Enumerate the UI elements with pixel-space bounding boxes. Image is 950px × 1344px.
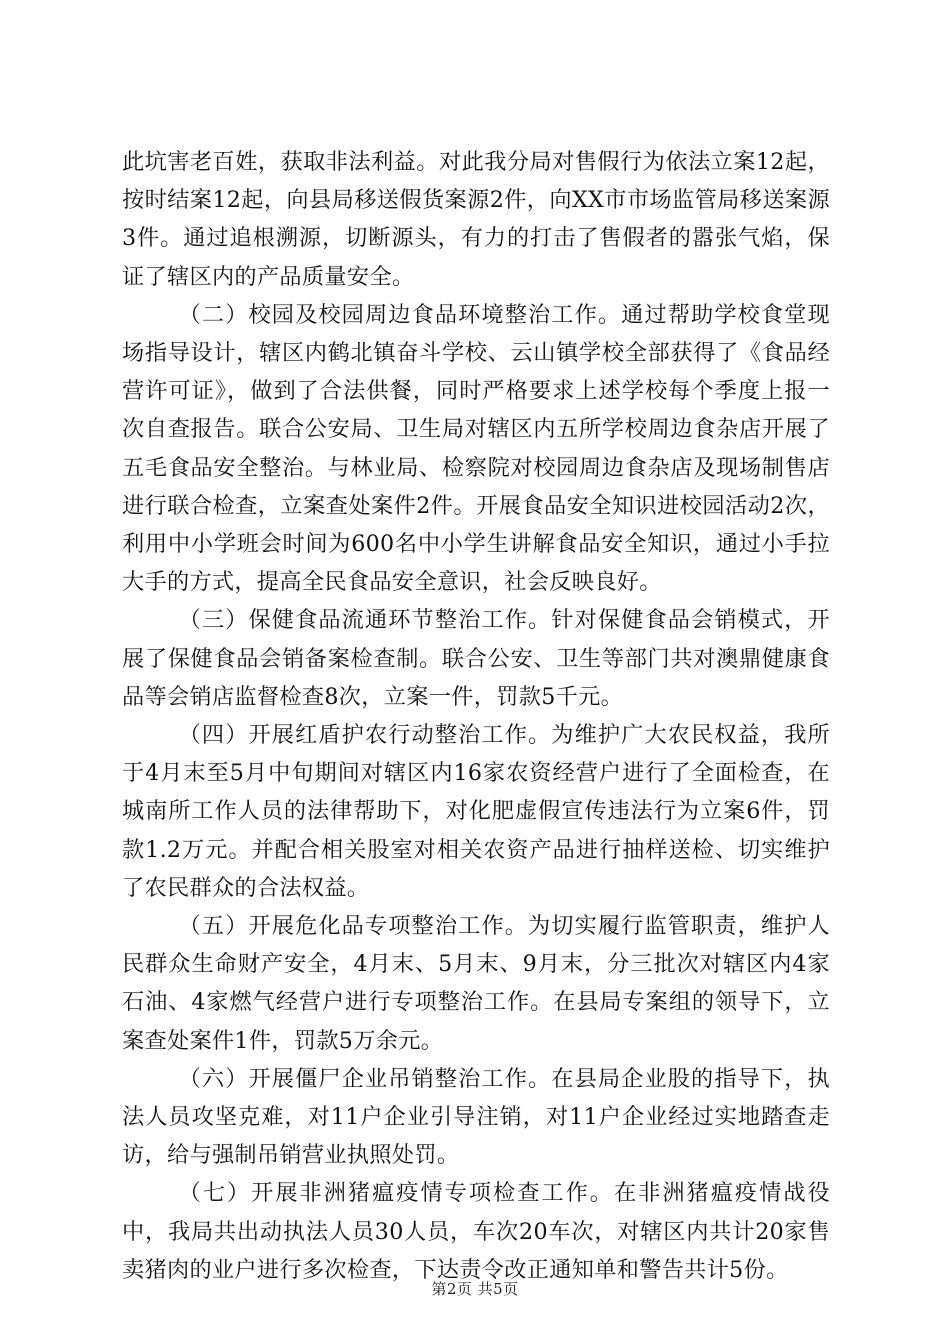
paragraph-section-5-hazardous-chemicals: （五）开展危化品专项整治工作。为切实履行监管职责，维护人民群众生命财产安全，4月末、5月末、9月末，分三批次对辖区内4家石油、4家燃气经营户进行专项整治工作。在县局专案组的领导下，立案查处案件1件，罚款5万余元。 (122, 913, 830, 1054)
paragraph-section-2-campus-food: （二）校园及校园周边食品环境整治工作。通过帮助学校食堂现场指导设计，辖区内鹤北镇奋斗学校、云山镇学校全部获得了《食品经营许可证》，做到了合法供餐，同时严格要求上述学校每个季度上报一次自查报告。联合公安局、卫生局对辖区内五所学校周边食杂店开展了五毛食品安全整治。与林业局、检察院对校园周边食杂店及现场制售店进行联合检查，立案查处案件2件。开展食品安全知识进校园活动2次，利用中小学班会时间为600名中小学生讲解食品安全知识，通过小手拉大手的方式，提高全民食品安全意识，社会反映良好。 (122, 301, 830, 596)
paragraph-section-7-swine-fever: （七）开展非洲猪瘟疫情专项检查工作。在非洲猪瘟疫情战役中，我局共出动执法人员30人员，车次20车次，对辖区内共计20家售卖猪肉的业户进行多次检查，下达责令改正通知单和警告共计5份。 (122, 1180, 830, 1283)
paragraph-section-4-red-shield: （四）开展红盾护农行动整治工作。为维护广大农民权益，我所于4月末至5月中旬期间对辖区内16家农资经营户进行了全面检查，在城南所工作人员的法律帮助下，对化肥虚假宣传违法行为立案6件，罚款1.2万元。并配合相关股室对相关农资产品进行抽样送检、切实维护了农民群众的合法权益。 (122, 722, 830, 901)
paragraph-section-6-zombie-enterprises: （六）开展僵尸企业吊销整治工作。在县局企业股的指导下，执法人员攻坚克难，对11户企业引导注销，对11户企业经过实地踏查走访，给与强制吊销营业执照处罚。 (122, 1065, 830, 1169)
paragraph-section-3-health-food: （三）保健食品流通环节整治工作。针对保健食品会销模式，开展了保健食品会销备案检查制。联合公安、卫生等部门共对澳鼎健康食品等会销店监督检查8次，立案一件，罚款5千元。 (122, 607, 830, 710)
paragraph-continuation: 此坑害老百姓，获取非法利益。对此我分局对售假行为依法立案12起，按时结案12起，向县局移送假货案源2件，向XX市市场监管局移送案源3件。通过追根溯源，切断源头，有力的打击了售假者的嚣张气焰，保证了辖区内的产品质量安全。 (122, 149, 830, 290)
document-body (122, 143, 830, 1289)
page-number-footer: 第2页 共5页 (431, 1280, 519, 1298)
